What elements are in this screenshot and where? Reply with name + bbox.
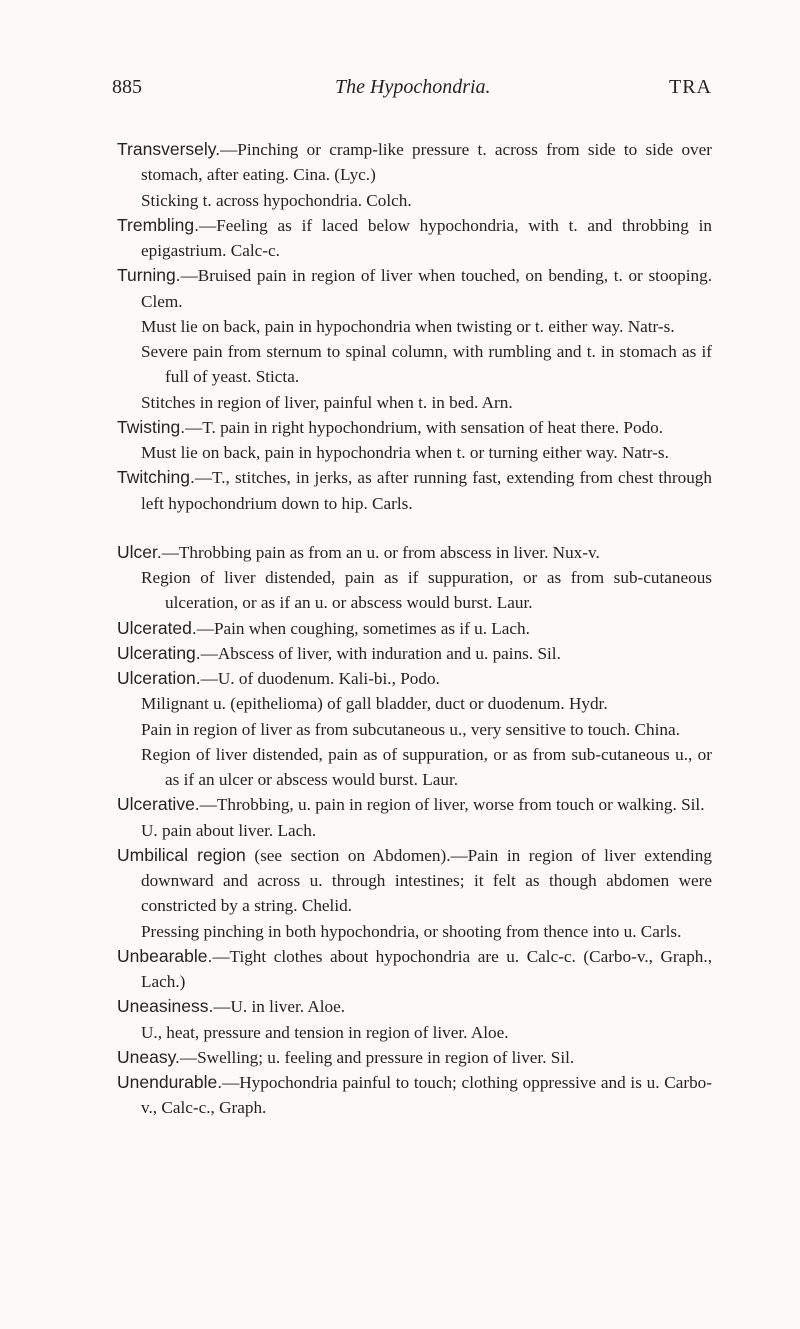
rubric-term: Twitching. [117,467,195,488]
rubric-term: Twisting. [117,416,186,437]
sub-entry-text: Region of liver distended, pain as of suppuration, or as from sub-cutaneous u., or as if an ulcer or abscess would burst. Laur. [141,744,712,789]
rubric-text: —Throbbing, u. pain in region of liver, worse from touch or walking. Sil. [199,795,705,815]
rubric-entry [117,137,712,188]
sub-entry [117,1020,712,1045]
rubric-entry [117,1045,712,1070]
sub-entry [117,717,712,742]
rubric-entry [117,944,712,995]
section-key: TRA [669,76,712,98]
page-number: 885 [112,76,142,98]
rubric-entry [117,792,712,817]
sub-entry [117,188,712,213]
sub-entry-text: Sticking t. across hypochondria. Colch. [141,190,412,210]
rubric-entry [117,843,712,919]
rubric-text: —Bruised pain in region of liver when touched, on bending, t. or stooping. Clem. [141,266,712,311]
sub-entry [117,818,712,843]
rubric-text: —U. of duodenum. Kali-bi., Podo. [200,669,440,688]
rubric-term: Umbilical region [117,844,246,865]
rubric-term: Ulcerating. [117,642,201,663]
rubric-text: —Throbbing pain as from an u. or from abscess in liver. Nux-v. [161,542,600,562]
sub-entry [117,691,712,716]
sub-entry [117,440,712,465]
running-header [112,76,712,106]
rubric-text: —Pinching or cramp-like pressure t. across from side to side over stomach, after eating. Cina. (Lyc.) [141,140,712,185]
rubric-text: —U. in liver. Aloe. [213,997,346,1017]
section-gap [117,516,712,540]
rubric-text: (see section on Abdomen).—Pain in region of liver extending downward and across u. through intestines; it felt as though abdomen were constricted by a string. Chelid. [141,845,712,916]
rubric-text: —Swelling; u. feeling and pressure in region of liver. Sil. [179,1047,575,1067]
sub-entry-text: Must lie on back, pain in hypochondria when twisting or t. either way. Natr-s. [141,316,675,336]
sub-entry-text: Milignant u. (epithelioma) of gall bladder, duct or duodenum. Hydr. [141,694,608,714]
sub-entry-text: Stitches in region of liver, painful when t. in bed. Arn. [141,392,513,412]
rubric-term: Ulcer. [117,541,162,562]
rubric-text: —T. pain in right hypochondrium, with sensation of heat there. Podo. [185,417,664,437]
rubric-text: —Tight clothes about hypochondria are u. Calc-c. (Carbo-v., Graph., Lach.) [141,946,712,991]
entry-list [117,137,712,1121]
rubric-term: Ulcerated. [117,617,197,638]
sub-entry [117,565,712,616]
rubric-text: —Hypochondria painful to touch; clothing oppressive and is u. Carbo-v., Calc-c., Graph. [141,1073,712,1118]
rubric-text: —Pain when coughing, sometimes as if u. Lach. [196,618,530,638]
rubric-entry [117,616,712,641]
sub-entry-text: U., heat, pressure and tension in region of liver. Aloe. [141,1022,509,1042]
rubric-term: Unendurable. [117,1072,223,1092]
sub-entry-text: U. pain about liver. Lach. [141,820,317,840]
rubric-term: Uneasy. [117,1046,180,1067]
rubric-term: Unbearable. [117,945,213,966]
sub-entry [117,742,712,793]
sub-entry-text: Region of liver distended, pain as if suppuration, or as from sub-cutaneous ulceration, or as if an u. or abscess would burst. Laur. [141,568,712,613]
rubric-term: Trembling. [117,214,200,235]
rubric-entry [117,415,712,440]
sub-entry [117,390,712,415]
sub-entry [117,339,712,390]
sub-entry-text: Must lie on back, pain in hypochondria when t. or turning either way. Natr-s. [141,443,669,462]
rubric-term: Ulcerative. [117,794,200,815]
rubric-term: Turning. [117,265,181,286]
sub-entry [117,919,712,944]
sub-entry-text: Pressing pinching in both hypochondria, or shooting from thence into u. Carls. [141,921,682,941]
rubric-entry [117,213,712,264]
rubric-text: —Feeling as if laced below hypochondria, with t. and throbbing in epigastrium. Calc-c. [141,215,712,260]
rubric-term: Ulceration. [117,668,201,688]
rubric-text: —Abscess of liver, with induration and u. pains. Sil. [200,643,561,663]
sub-entry-text: Severe pain from sternum to spinal column, with rumbling and t. in stomach as if full of yeast. Sticta. [141,342,712,387]
rubric-entry [117,1070,712,1121]
running-title: The Hypochondria. [335,76,491,98]
rubric-text: —T., stitches, in jerks, as after running fast, extending from chest through left hypochondrium down to hip. Carls. [141,468,712,513]
rubric-entry [117,263,712,314]
rubric-entry [117,666,712,691]
rubric-entry [117,994,712,1019]
rubric-entry [117,465,712,516]
rubric-entry [117,540,712,565]
sub-entry-text: Pain in region of liver as from subcutaneous u., very sensitive to touch. China. [141,719,680,739]
rubric-entry [117,641,712,666]
sub-entry [117,314,712,339]
rubric-term: Uneasiness. [117,996,214,1017]
rubric-term: Transversely. [117,139,221,159]
